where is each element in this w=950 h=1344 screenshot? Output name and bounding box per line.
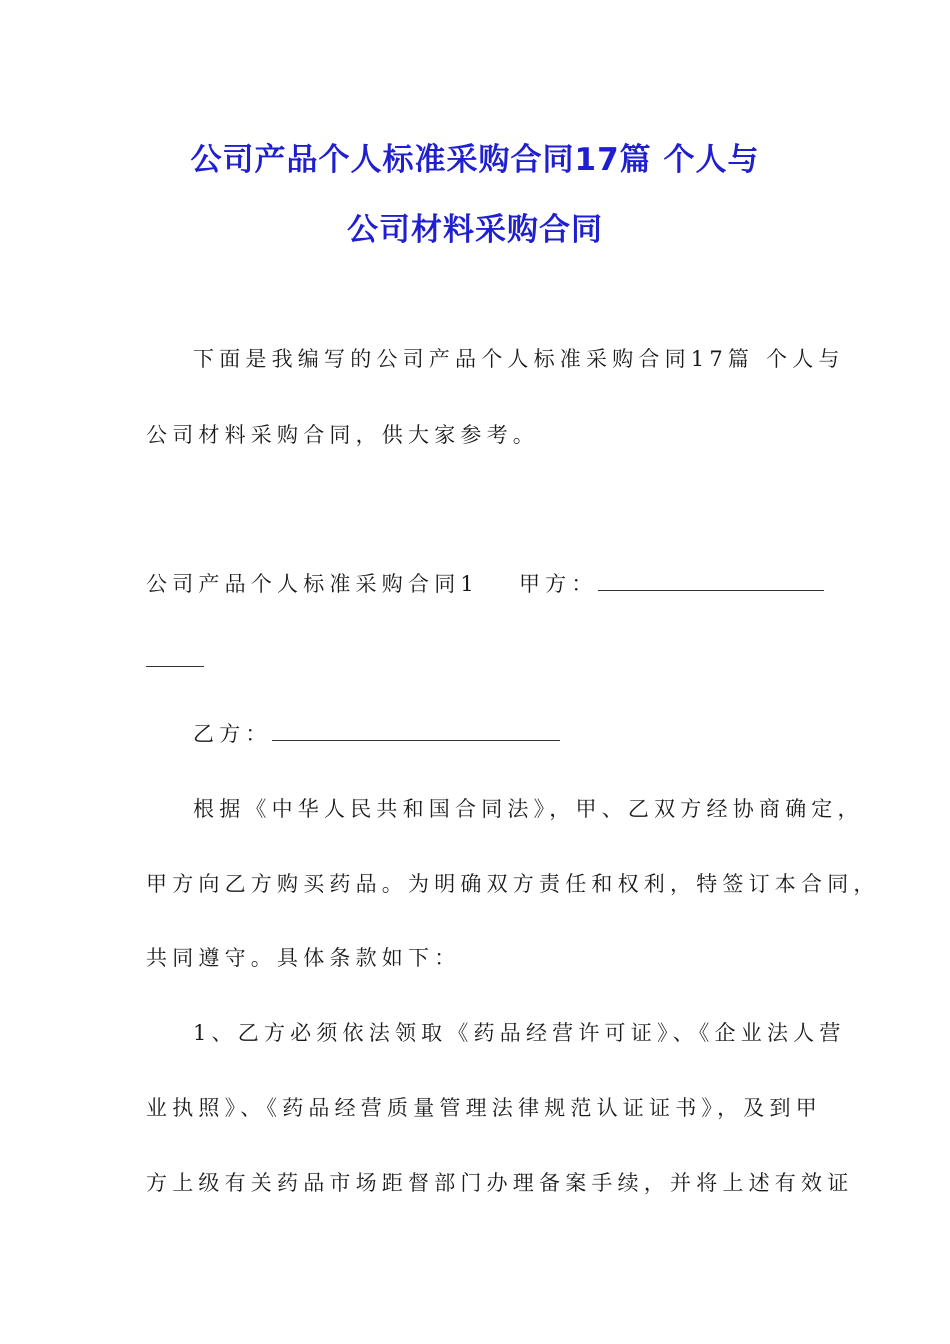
para2-line-1: 1、乙方必须依法领取《药品经营许可证》、《企业法人营 — [193, 1021, 846, 1045]
party-b-blank — [272, 720, 560, 741]
party-a-blank — [598, 570, 824, 591]
para1-line-3: 共同遵守。具体条款如下： — [146, 946, 461, 970]
contract-heading: 公司产品个人标准采购合同1 — [146, 572, 479, 596]
intro-line-2: 公司材料采购合同，供大家参考。 — [146, 423, 539, 447]
document-title-line-1: 公司产品个人标准采购合同17篇 个人与 — [190, 142, 760, 178]
party-a-blank-continued — [146, 646, 204, 667]
para1-line-2: 甲方向乙方购买药品。为明确双方责任和权利，特签订本合同， — [146, 872, 880, 896]
intro-line-1: 下面是我编写的公司产品个人标准采购合同17篇 个人与 — [193, 347, 845, 371]
document-title-line-2: 公司材料采购合同 — [347, 212, 603, 248]
party-b-line — [193, 719, 873, 749]
party-b-label: 乙方： — [193, 722, 272, 746]
para1-line-1: 根据《中华人民共和国合同法》，甲、乙双方经协商确定， — [193, 797, 864, 821]
para2-line-3: 方上级有关药品市场距督部门办理备案手续，并将上述有效证 — [146, 1171, 854, 1195]
party-a-blank-continued-line — [146, 645, 826, 675]
party-a-label: 甲方： — [518, 572, 598, 596]
para2-line-2: 业执照》、《药品经营质量管理法律规范认证证书》，及到甲 — [146, 1096, 822, 1120]
contract-heading-line — [146, 569, 826, 599]
